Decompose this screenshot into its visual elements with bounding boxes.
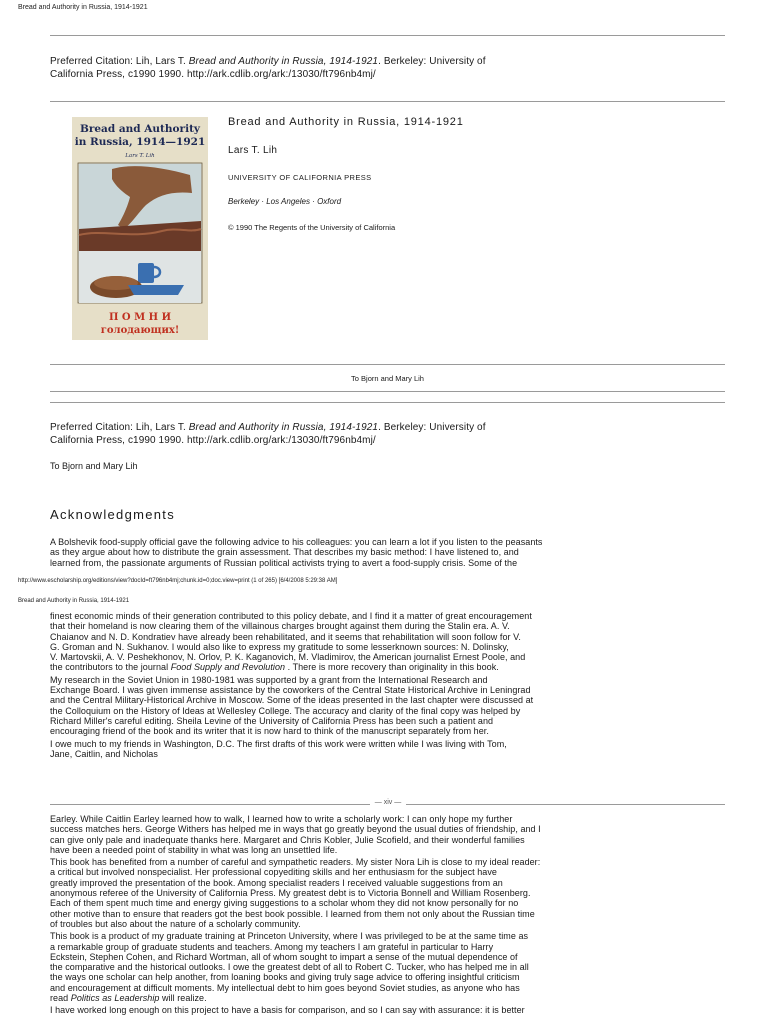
- text-line: Earley. While Caitlin Earley learned how to walk, I learned how to write a scholarly work: I can only hope my further: [50, 814, 513, 824]
- text-span: will realize.: [159, 993, 207, 1004]
- text-span: . There is more recovery than originality in this book.: [285, 662, 499, 673]
- text-line: of troubles but also about the nature of a scholarly community.: [50, 918, 301, 929]
- acknowledgments-heading: Acknowledgments: [50, 507, 175, 522]
- text-line: the ways one scholar can help another, from loaning books and giving truly sage advice to offering insightful criticism: [50, 972, 520, 983]
- divider: [50, 101, 725, 102]
- paragraph-6: [50, 931, 630, 1003]
- text-line: have been a needed point of stability in what was long an unsettled life.: [50, 844, 338, 855]
- text-line: finest economic minds of their generation contributed to this policy debate, and I find it a matter of great encouragement: [50, 611, 532, 621]
- ack-paragraph-1: [50, 537, 630, 568]
- page-2-body: [50, 611, 630, 759]
- text-line: a remarkable group of graduate students and teachers. Among my teachers I am grateful in particular to Harry: [50, 941, 494, 952]
- dedication-centered: To Bjorn and Mary Lih: [351, 374, 424, 383]
- text-line: Richard Miller's careful editing. Sheila Levine of the University of California Press has been such a patient and: [50, 715, 494, 726]
- publisher: UNIVERSITY OF CALIFORNIA PRESS: [228, 173, 372, 182]
- text-line: Eckstein, Stephen Cohen, and Richard Wortman, all of whom sought to impart a sense of the mutual dependence of: [50, 951, 518, 962]
- text-line: success matches hers. George Withers has helped me in ways that go greatly beyond the usual duties of friendship, and I: [50, 824, 541, 835]
- text-line: Jane, Caitlin, and Nicholas: [50, 748, 158, 759]
- publisher-places: Berkeley · Los Angeles · Oxford: [228, 197, 342, 206]
- text-line: I have worked long enough on this project to have a basis for comparison, and so I can say with assurance: it is better: [50, 1005, 525, 1016]
- text-line: [50, 662, 630, 672]
- text-line: G. Groman and N. Sukhanov. I would also like to express my gratitude to some lesserknown sources: N. Dolinsky,: [50, 641, 509, 652]
- text-line: This book is a product of my graduate training at Princeton University, where I was privileged to be at the same time as: [50, 931, 529, 942]
- text-line: I owe much to my friends in Washington, D.C. The first drafts of this work were written while I was living with Tom,: [50, 738, 507, 749]
- text-line: as they argue about how to distribute the grain assessment. That describes my basic method: I have listened to, and: [50, 547, 519, 558]
- page-header: Bread and Authority in Russia, 1914-1921: [18, 4, 148, 11]
- citation-prefix: Preferred Citation: Lih, Lars T.: [50, 56, 186, 67]
- text-line: that their homeland is now clearing them of the villainous charges brought against them during the Stalin era. A. V.: [50, 621, 510, 632]
- citation-block: [50, 55, 570, 81]
- text-line: This book has benefited from a number of careful and sympathetic readers. My sister Nora Lih is close to my ideal reader:: [50, 857, 541, 868]
- text-line: learned from, the passionate arguments of Russian political activists trying to avert a food-supply crisis. Some of the: [50, 557, 518, 568]
- page-header-2: Bread and Authority in Russia, 1914-1921: [18, 598, 130, 604]
- cover-title-line1: Bread and Authority: [79, 123, 201, 135]
- paragraph-2: [50, 675, 630, 737]
- cover-bottom-line2: голодающих!: [100, 325, 180, 336]
- journal-title: Food Supply and Revolution: [170, 662, 286, 673]
- footer-url: http://www.escholarship.org/editions/view?docId=ft796nb4mj;chunk.id=0;doc.view=print (1 of 265) [6/4/2008 5:29:38 AM]: [18, 578, 338, 584]
- text-line: can give only pale and inadequate thanks here. Margaret and Chris Kobler, Julie Scofield, and their wonderful families: [50, 834, 525, 845]
- text-line: My research in the Soviet Union in 1980-1981 was supported by a grant from the International Research and: [50, 674, 488, 685]
- text-line: V. Martovskii, A. V. Peshekhonov, N. Orlov, P. K. Kaganovich, M. Vladimirov, the American journalist Ernest Poole, and: [50, 652, 526, 663]
- text-span: the contributors to the journal: [50, 662, 169, 673]
- text-line: and the Central Military-Historical Archive in Moscow. Some of the ideas presented in the last chapter were discussed at: [50, 695, 534, 706]
- divider: [50, 402, 725, 403]
- paragraph-7: [50, 1005, 630, 1015]
- divider: [50, 35, 725, 36]
- citation-prefix: Preferred Citation: Lih, Lars T.: [50, 422, 186, 433]
- citation-after: . Berkeley: University of: [378, 422, 486, 433]
- text-line: Each of them spent much time and energy giving suggestions to a scholar whom they did not know personally for no: [50, 898, 519, 909]
- dedication: To Bjorn and Mary Lih: [50, 461, 138, 471]
- text-line: A Bolshevik food-supply official gave the following advice to his colleagues: you can learn a lot if you listen to the peasants: [50, 537, 543, 547]
- text-line: anonymous referee of the University of California Press. My greatest debt is to Victoria Bonnell and William Rosenberg.: [50, 888, 531, 899]
- paragraph-3: [50, 739, 630, 760]
- book-title: Bread and Authority in Russia, 1914-1921: [228, 116, 464, 128]
- citation-block-2: [50, 421, 570, 447]
- text-line: Exchange Board. I was given immense assistance by the coworkers of the Central State Historical Archive in Leningrad: [50, 685, 531, 696]
- page-number: — xiv —: [374, 799, 402, 806]
- paragraph-4: [50, 814, 630, 855]
- cover-bottom-line1: П О М Н И: [108, 312, 172, 323]
- citation-title: Bread and Authority in Russia, 1914-1921: [188, 56, 379, 67]
- text-line: Chaianov and N. D. Kondratiev have already been rehabilitated, and it seems that rehabilitation will soon follow for V.: [50, 631, 521, 642]
- text-line: greatly improved the presentation of the book. Among specialist readers I received valuable suggestions from an: [50, 877, 503, 888]
- page-2-continued: [50, 814, 630, 1016]
- divider: [406, 804, 725, 805]
- divider: [50, 804, 370, 805]
- citation-title: Bread and Authority in Russia, 1914-1921: [188, 422, 379, 433]
- citation-url-line: California Press, c1990 1990. http://ark.cdlib.org/ark:/13030/ft796nb4mj/: [50, 435, 376, 446]
- citation-url-line: California Press, c1990 1990. http://ark.cdlib.org/ark:/13030/ft796nb4mj/: [50, 69, 376, 80]
- divider: [50, 364, 725, 365]
- text-line: [50, 993, 630, 1003]
- text-span: read: [50, 993, 69, 1004]
- paragraph-1: [50, 611, 630, 673]
- copyright: © 1990 The Regents of the University of California: [228, 223, 396, 232]
- divider: [50, 391, 725, 392]
- book-cover-image: [72, 117, 208, 340]
- text-line: encouraging friend of the book and its writer that it is now hard to think of the manuscript separately from her.: [50, 726, 489, 737]
- book-reference: Politics as Leadership: [70, 993, 160, 1004]
- text-line: a critical but involved nonspecialist. Her professional copyediting skills and her enthusiasm for the subject have: [50, 867, 497, 878]
- cover-title-line2: in Russia, 1914—1921: [74, 136, 206, 148]
- cover-author: Lars T. Lih: [125, 153, 155, 159]
- paragraph-5: [50, 857, 630, 929]
- text-line: and encouragement at difficult moments. My intellectual debt to him goes beyond Soviet studies, as anyone who has: [50, 982, 520, 993]
- text-line: other motive than to ensure that readers got the best book possible. I learned from them not only about the Russian time: [50, 908, 535, 919]
- citation-after: . Berkeley: University of: [378, 56, 486, 67]
- text-line: the Colloquium on the History of Ideas at Wellesley College. The accuracy and clarity of the final copy was helped by: [50, 705, 521, 716]
- text-line: the comparative and the historical outlooks. I owe the greatest debt of all to Robert C. Tucker, who has helped me in all: [50, 962, 529, 973]
- book-author: Lars T. Lih: [228, 145, 278, 156]
